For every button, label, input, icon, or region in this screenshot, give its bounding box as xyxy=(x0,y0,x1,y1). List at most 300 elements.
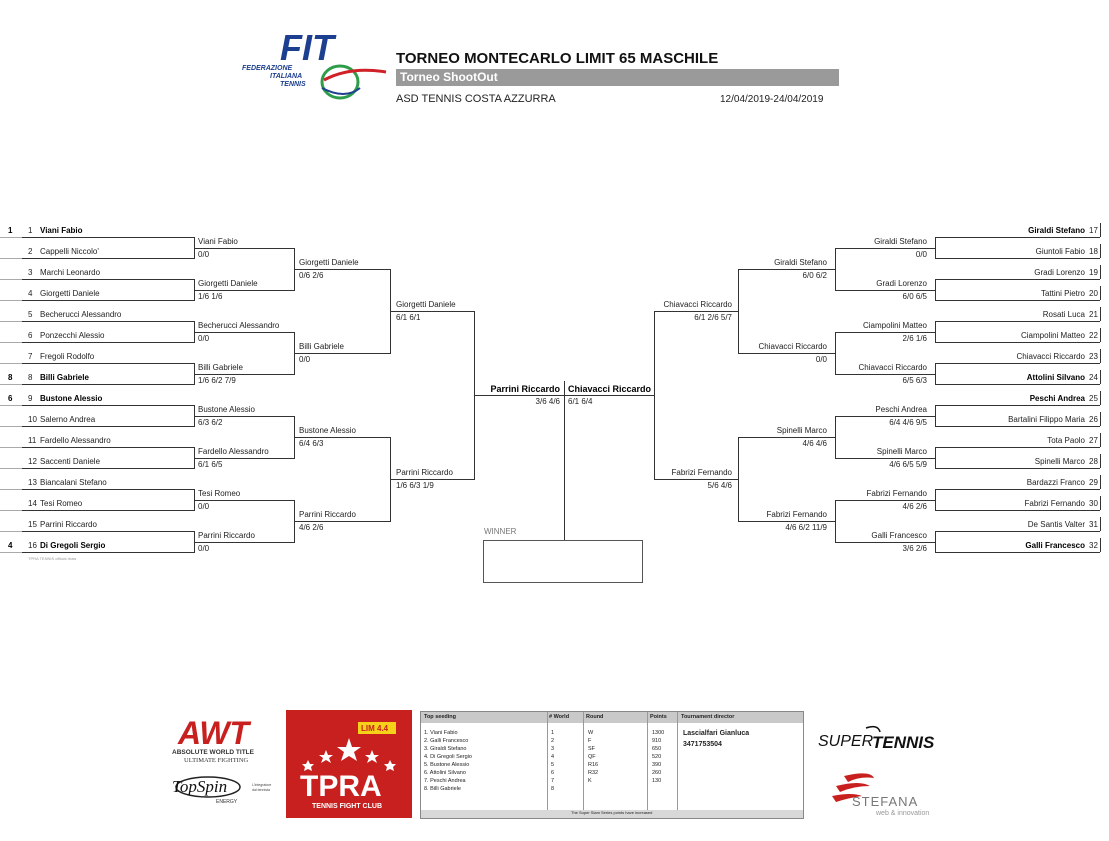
r2-line xyxy=(194,416,294,417)
player-name: Gradi Lorenzo xyxy=(1034,268,1085,277)
draw-position: 18 xyxy=(1089,247,1098,256)
bracket-connector xyxy=(935,363,936,385)
seeding-round: QF xyxy=(588,754,596,760)
qf-winner-name: Parrini Riccardo xyxy=(299,509,356,519)
qf-score: 6/0 6/2 xyxy=(802,270,827,280)
seeding-world: 8 xyxy=(551,786,555,792)
qf-score: 0/0 xyxy=(299,354,311,364)
draw-line xyxy=(935,405,1100,406)
draw-line xyxy=(22,342,194,343)
player-name: Bardazzi Franco xyxy=(1026,478,1085,487)
sf-score: 1/6 6/3 1/9 xyxy=(396,480,434,490)
qf-line xyxy=(294,521,390,522)
r2-winner-name: Tesi Romeo xyxy=(198,488,241,498)
player-name: Viani Fabio xyxy=(40,226,83,235)
supertennis-text2: TENNIS xyxy=(872,733,935,752)
tournament-subtitle: Torneo ShootOut xyxy=(400,70,498,84)
supertennis-text1: SUPER xyxy=(818,733,874,750)
player-name: Bustone Alessio xyxy=(40,394,103,403)
player-name: Parrini Riccardo xyxy=(40,520,97,529)
seed-line xyxy=(0,279,22,280)
player-name: Giorgetti Daniele xyxy=(40,289,100,298)
qf-score: 4/6 6/2 11/9 xyxy=(785,522,827,532)
final-line-right xyxy=(564,395,654,396)
draw-line xyxy=(935,468,1100,469)
right-edge-line xyxy=(1100,475,1101,489)
r2-line xyxy=(835,500,935,501)
draw-line xyxy=(935,363,1100,364)
seeding-points: 910 xyxy=(652,738,662,744)
seeding-world: 5 xyxy=(551,762,555,768)
seed-line xyxy=(0,489,22,490)
draw-position: 28 xyxy=(1089,457,1098,466)
player-name: Bartalini Filippo Maria xyxy=(1008,415,1085,424)
draw-position: 15 xyxy=(28,520,37,529)
player-name: Saccenti Daniele xyxy=(40,457,101,466)
seeding-table xyxy=(420,711,804,819)
qf-line xyxy=(738,521,835,522)
draw-line xyxy=(935,489,1100,490)
bracket-connector xyxy=(935,531,936,553)
draw-line xyxy=(935,279,1100,280)
seed-line xyxy=(0,258,22,259)
seeding-header: Points xyxy=(650,714,667,720)
r2-line xyxy=(194,542,294,543)
winner-label: WINNER xyxy=(484,527,517,536)
sf-winner-name: Parrini Riccardo xyxy=(396,467,453,477)
r2-score: 1/6 6/2 7/9 xyxy=(198,375,236,385)
r2-winner-name: Giraldi Stefano xyxy=(874,236,927,246)
sf-line xyxy=(654,479,738,480)
player-name: Chiavacci Riccardo xyxy=(1016,352,1085,361)
seed-line xyxy=(0,321,22,322)
qf-score: 6/4 6/3 xyxy=(299,438,324,448)
draw-position: 7 xyxy=(28,352,33,361)
player-name: Giuntoli Fabio xyxy=(1035,247,1085,256)
draw-position: 14 xyxy=(28,499,37,508)
tournament-dates: 12/04/2019-24/04/2019 xyxy=(720,94,824,105)
r2-score: 6/5 6/3 xyxy=(902,375,927,385)
sf-score: 6/1 6/1 xyxy=(396,312,421,322)
seeding-header: # World xyxy=(549,714,570,720)
draw-position: 10 xyxy=(28,415,37,424)
right-edge-line xyxy=(1100,433,1101,447)
seed-number: 1 xyxy=(8,226,13,235)
r2-line xyxy=(835,542,935,543)
qf-score: 0/0 xyxy=(815,354,827,364)
draw-line xyxy=(22,510,194,511)
topspin-sub: ENERGY xyxy=(216,799,238,805)
draw-line xyxy=(22,489,194,490)
draw-line xyxy=(935,258,1100,259)
seeding-points: 260 xyxy=(652,770,662,776)
r2-winner-name: Gradi Lorenzo xyxy=(876,278,927,288)
qf-winner-name: Billi Gabriele xyxy=(299,341,344,351)
seed-line xyxy=(0,552,22,553)
seed-line xyxy=(0,447,22,448)
sf-score: 5/6 4/6 xyxy=(707,480,732,490)
r2-winner-name: Ciampolini Matteo xyxy=(862,320,927,330)
seeding-world: 4 xyxy=(551,754,555,760)
draw-line xyxy=(22,300,194,301)
bracket-connector xyxy=(835,248,836,291)
r2-line xyxy=(835,332,935,333)
seeding-player: 1. Viani Fabio xyxy=(424,730,458,736)
fit-federation-line3: TENNIS xyxy=(280,81,306,88)
draw-line xyxy=(22,384,194,385)
draw-position: 3 xyxy=(28,268,33,277)
seeding-player: 8. Billi Gabriele xyxy=(424,786,461,792)
draw-position: 2 xyxy=(28,247,33,256)
right-edge-line xyxy=(1100,286,1101,300)
qf-winner-name: Giraldi Stefano xyxy=(774,257,827,267)
right-edge-line xyxy=(1100,370,1101,384)
draw-line xyxy=(22,405,194,406)
draw-line xyxy=(22,321,194,322)
r2-score: 0/0 xyxy=(198,249,210,259)
player-name: Rosati Luca xyxy=(1042,310,1085,319)
r2-score: 6/1 6/5 xyxy=(198,459,223,469)
topspin-side: L'integratore xyxy=(252,783,272,787)
right-edge-line xyxy=(1100,265,1101,279)
qf-score: 4/6 2/6 xyxy=(299,522,324,532)
seeding-world: 6 xyxy=(551,770,555,776)
draw-line xyxy=(935,447,1100,448)
topspin-logo xyxy=(170,770,282,808)
draw-line xyxy=(22,279,194,280)
seeding-player: 4. Di Gregoli Sergio xyxy=(424,754,472,760)
qf-winner-name: Fabrizi Fernando xyxy=(766,509,827,519)
seed-line xyxy=(0,426,22,427)
r2-line xyxy=(835,458,935,459)
seeding-round: F xyxy=(588,738,592,744)
right-edge-line xyxy=(1100,223,1101,237)
seeding-col-divider xyxy=(677,712,678,810)
seed-line xyxy=(0,300,22,301)
r2-line xyxy=(835,374,935,375)
r2-score: 0/0 xyxy=(198,333,210,343)
qf-line xyxy=(294,269,390,270)
sf-line xyxy=(654,311,738,312)
right-edge-line xyxy=(1100,307,1101,321)
seeding-points: 1300 xyxy=(652,730,665,736)
qf-winner-name: Spinelli Marco xyxy=(776,425,827,435)
final-left-name: Parrini Riccardo xyxy=(490,383,560,394)
draw-line xyxy=(22,363,194,364)
seeding-round: W xyxy=(588,730,594,736)
seeding-points: 390 xyxy=(652,762,662,768)
qf-line xyxy=(294,437,390,438)
seeding-round: SF xyxy=(588,746,596,752)
right-edge-line xyxy=(1100,454,1101,468)
draw-position: 30 xyxy=(1089,499,1098,508)
player-name: Billi Gabriele xyxy=(40,373,89,382)
r2-winner-name: Peschi Andrea xyxy=(875,404,927,414)
r2-winner-name: Billi Gabriele xyxy=(198,362,243,372)
r2-line xyxy=(194,500,294,501)
player-name: Peschi Andrea xyxy=(1029,394,1085,403)
draw-line xyxy=(935,237,1100,238)
draw-position: 12 xyxy=(28,457,37,466)
draw-line xyxy=(22,531,194,532)
r2-line xyxy=(194,332,294,333)
draw-position: 32 xyxy=(1089,541,1098,550)
r2-winner-name: Parrini Riccardo xyxy=(198,530,255,540)
seeding-world: 3 xyxy=(551,746,555,752)
awt-logo xyxy=(170,712,282,772)
supertennis-logo xyxy=(818,722,938,758)
seed-number: 8 xyxy=(8,373,13,382)
seed-line xyxy=(0,384,22,385)
seeding-col-divider xyxy=(547,712,548,810)
stefana-text: STEFANA xyxy=(852,794,919,809)
player-name: Tota Paolo xyxy=(1047,436,1085,445)
bracket-connector xyxy=(935,447,936,469)
seed-line xyxy=(0,510,22,511)
r2-winner-name: Galli Francesco xyxy=(871,530,927,540)
r2-score: 6/0 6/5 xyxy=(902,291,927,301)
fit-federation-line1: FEDERAZIONE xyxy=(242,65,293,72)
seeding-points: 130 xyxy=(652,778,662,784)
player-name: Tattini Pietro xyxy=(1040,289,1085,298)
player-name: Fardello Alessandro xyxy=(40,436,111,445)
player-name: Ciampolini Matteo xyxy=(1020,331,1085,340)
seeding-col-divider xyxy=(647,712,648,810)
qf-line xyxy=(294,353,390,354)
draw-line xyxy=(935,321,1100,322)
seeding-points: 520 xyxy=(652,754,662,760)
seed-line xyxy=(0,531,22,532)
draw-position: 4 xyxy=(28,289,33,298)
bracket-connector xyxy=(835,332,836,375)
r2-winner-name: Spinelli Marco xyxy=(876,446,927,456)
player-name: Becherucci Alessandro xyxy=(40,310,122,319)
sf-winner-name: Giorgetti Daniele xyxy=(396,299,456,309)
sf-line xyxy=(390,479,474,480)
r2-winner-name: Giorgetti Daniele xyxy=(198,278,258,288)
r2-score: 6/4 4/6 9/5 xyxy=(889,417,927,427)
draw-position: 11 xyxy=(28,436,37,445)
topspin-text: TopSpin xyxy=(172,777,228,796)
draw-line xyxy=(22,258,194,259)
qf-winner-name: Chiavacci Riccardo xyxy=(758,341,827,351)
seeding-points: 650 xyxy=(652,746,662,752)
draw-position: 20 xyxy=(1089,289,1098,298)
qf-line xyxy=(738,437,835,438)
draw-position: 19 xyxy=(1089,268,1098,277)
footnote: TPRA TENNIS official draw xyxy=(28,556,77,561)
r2-winner-name: Bustone Alessio xyxy=(198,404,255,414)
qf-line xyxy=(738,269,835,270)
seeding-header: Tournament director xyxy=(681,714,735,720)
r2-score: 4/6 2/6 xyxy=(902,501,927,511)
sf-score: 6/1 2/6 5/7 xyxy=(694,312,732,322)
final-left-score: 3/6 4/6 xyxy=(535,396,560,406)
draw-line xyxy=(935,510,1100,511)
seeding-world: 1 xyxy=(551,730,555,736)
r2-line xyxy=(194,374,294,375)
qf-line xyxy=(738,353,835,354)
bracket-connector xyxy=(935,489,936,511)
seed-number: 6 xyxy=(8,394,13,403)
seed-line xyxy=(0,363,22,364)
player-name: Attolini Silvano xyxy=(1026,373,1085,382)
tournament-title: TORNEO MONTECARLO LIMIT 65 MASCHILE xyxy=(396,50,719,67)
player-name: Biancalani Stefano xyxy=(40,478,107,487)
r2-score: 0/0 xyxy=(915,249,927,259)
bracket-connector xyxy=(935,405,936,427)
right-edge-line xyxy=(1100,391,1101,405)
r2-winner-name: Fardello Alessandro xyxy=(198,446,269,456)
draw-line xyxy=(22,426,194,427)
player-name: Cappelli Niccolo' xyxy=(40,247,99,256)
player-name: Giraldi Stefano xyxy=(1028,226,1085,235)
bracket-connector xyxy=(935,321,936,343)
player-name: De Santis Valter xyxy=(1027,520,1085,529)
qf-winner-name: Giorgetti Daniele xyxy=(299,257,359,267)
seeding-player: 7. Peschi Andrea xyxy=(424,778,466,784)
bracket-connector xyxy=(835,500,836,543)
seeding-table-header xyxy=(421,712,803,723)
right-edge-line xyxy=(1100,328,1101,342)
qf-winner-name: Bustone Alessio xyxy=(299,425,356,435)
r2-line xyxy=(194,290,294,291)
r2-line xyxy=(194,248,294,249)
qf-score: 4/6 4/6 xyxy=(802,438,827,448)
draw-line xyxy=(22,468,194,469)
final-right-name: Chiavacci Riccardo xyxy=(568,383,652,394)
r2-winner-name: Becherucci Alessandro xyxy=(198,320,280,330)
draw-position: 17 xyxy=(1089,226,1098,235)
seed-line xyxy=(0,468,22,469)
player-name: Spinelli Marco xyxy=(1034,457,1085,466)
r2-line xyxy=(835,248,935,249)
draw-line xyxy=(22,447,194,448)
right-edge-line xyxy=(1100,244,1101,258)
draw-position: 8 xyxy=(28,373,33,382)
seeding-col-divider xyxy=(583,712,584,810)
seeding-world: 2 xyxy=(551,738,555,744)
bracket-connector xyxy=(935,237,936,259)
draw-position: 6 xyxy=(28,331,33,340)
r2-winner-name: Fabrizi Fernando xyxy=(866,488,927,498)
right-edge-line xyxy=(1100,496,1101,510)
seeding-header: Round xyxy=(586,714,604,720)
draw-position: 27 xyxy=(1089,436,1098,445)
player-name: Ponzecchi Alessio xyxy=(40,331,105,340)
sf-line xyxy=(390,311,474,312)
director-phone: 3471753504 xyxy=(683,741,722,748)
r2-score: 3/6 2/6 xyxy=(902,543,927,553)
right-edge-line xyxy=(1100,412,1101,426)
seeding-player: 6. Attolini Silvano xyxy=(424,770,466,776)
r2-score: 2/6 1/6 xyxy=(902,333,927,343)
final-to-winner xyxy=(564,395,565,541)
player-name: Di Gregoli Sergio xyxy=(40,541,106,550)
awt-logo-text: AWT xyxy=(178,715,250,751)
winner-box xyxy=(483,540,643,583)
stefana-logo xyxy=(830,770,940,816)
bracket-connector xyxy=(935,279,936,301)
sf-winner-name: Fabrizi Fernando xyxy=(671,467,732,477)
draw-position: 23 xyxy=(1089,352,1098,361)
tpra-logo xyxy=(286,710,412,818)
draw-position: 9 xyxy=(28,394,33,403)
draw-position: 22 xyxy=(1089,331,1098,340)
seeding-round: R32 xyxy=(588,770,599,776)
r2-score: 1/6 1/6 xyxy=(198,291,223,301)
tpra-sub: TENNIS FIGHT CLUB xyxy=(312,803,382,810)
draw-line xyxy=(22,237,194,238)
r2-score: 6/3 6/2 xyxy=(198,417,223,427)
seeding-player: 2. Galli Francesco xyxy=(424,738,469,744)
club-name: ASD TENNIS COSTA AZZURRA xyxy=(396,93,556,105)
player-name: Marchi Leonardo xyxy=(40,268,101,277)
right-edge-line xyxy=(1100,517,1101,531)
player-name: Fregoli Rodolfo xyxy=(40,352,95,361)
seeding-player: 3. Giraldi Stefano xyxy=(424,746,467,752)
draw-position: 16 xyxy=(28,541,37,550)
seed-line xyxy=(0,342,22,343)
bracket-connector xyxy=(654,311,655,480)
draw-position: 24 xyxy=(1089,373,1098,382)
qf-score: 0/6 2/6 xyxy=(299,270,324,280)
right-edge-line xyxy=(1100,349,1101,363)
seed-line xyxy=(0,237,22,238)
tpra-lim: LIM 4.4 xyxy=(361,724,389,733)
r2-line xyxy=(835,290,935,291)
bracket-connector xyxy=(835,416,836,459)
sf-winner-name: Chiavacci Riccardo xyxy=(663,299,732,309)
r2-score: 0/0 xyxy=(198,501,210,511)
fit-federation-line2: ITALIANA xyxy=(270,73,303,80)
right-edge-line xyxy=(1100,538,1101,552)
seeding-footer: The Super Slam Series points have increased xyxy=(571,810,653,815)
draw-position: 29 xyxy=(1089,478,1098,487)
fit-logo-text: FIT xyxy=(280,27,334,68)
draw-line xyxy=(935,384,1100,385)
r2-winner-name: Viani Fabio xyxy=(198,236,238,246)
player-name: Fabrizi Fernando xyxy=(1024,499,1085,508)
seeding-round: R16 xyxy=(588,762,599,768)
draw-line xyxy=(935,300,1100,301)
draw-line xyxy=(935,426,1100,427)
draw-position: 26 xyxy=(1089,415,1098,424)
r2-score: 0/0 xyxy=(198,543,210,553)
r2-line xyxy=(835,416,935,417)
player-name: Tesi Romeo xyxy=(40,499,83,508)
svg-text:dal tennista: dal tennista xyxy=(252,788,270,792)
r2-score: 4/6 6/5 5/9 xyxy=(889,459,927,469)
seed-line xyxy=(0,405,22,406)
seeding-round: K xyxy=(588,778,592,784)
draw-position: 5 xyxy=(28,310,33,319)
seeding-world: 7 xyxy=(551,778,555,784)
r2-line xyxy=(194,458,294,459)
final-right-score: 6/1 6/4 xyxy=(568,396,593,406)
seeding-header: Top seeding xyxy=(424,714,456,720)
draw-position: 1 xyxy=(28,226,33,235)
draw-line xyxy=(935,342,1100,343)
final-line-left xyxy=(474,395,564,396)
tpra-text: TPRA xyxy=(300,770,382,803)
tournament-director: Lascialfari Gianluca xyxy=(683,730,750,737)
draw-line xyxy=(22,552,194,553)
bracket-connector xyxy=(738,437,739,522)
awt-sub2: ULTIMATE FIGHTING xyxy=(184,757,249,764)
player-name: Galli Francesco xyxy=(1025,541,1085,550)
draw-line xyxy=(935,552,1100,553)
